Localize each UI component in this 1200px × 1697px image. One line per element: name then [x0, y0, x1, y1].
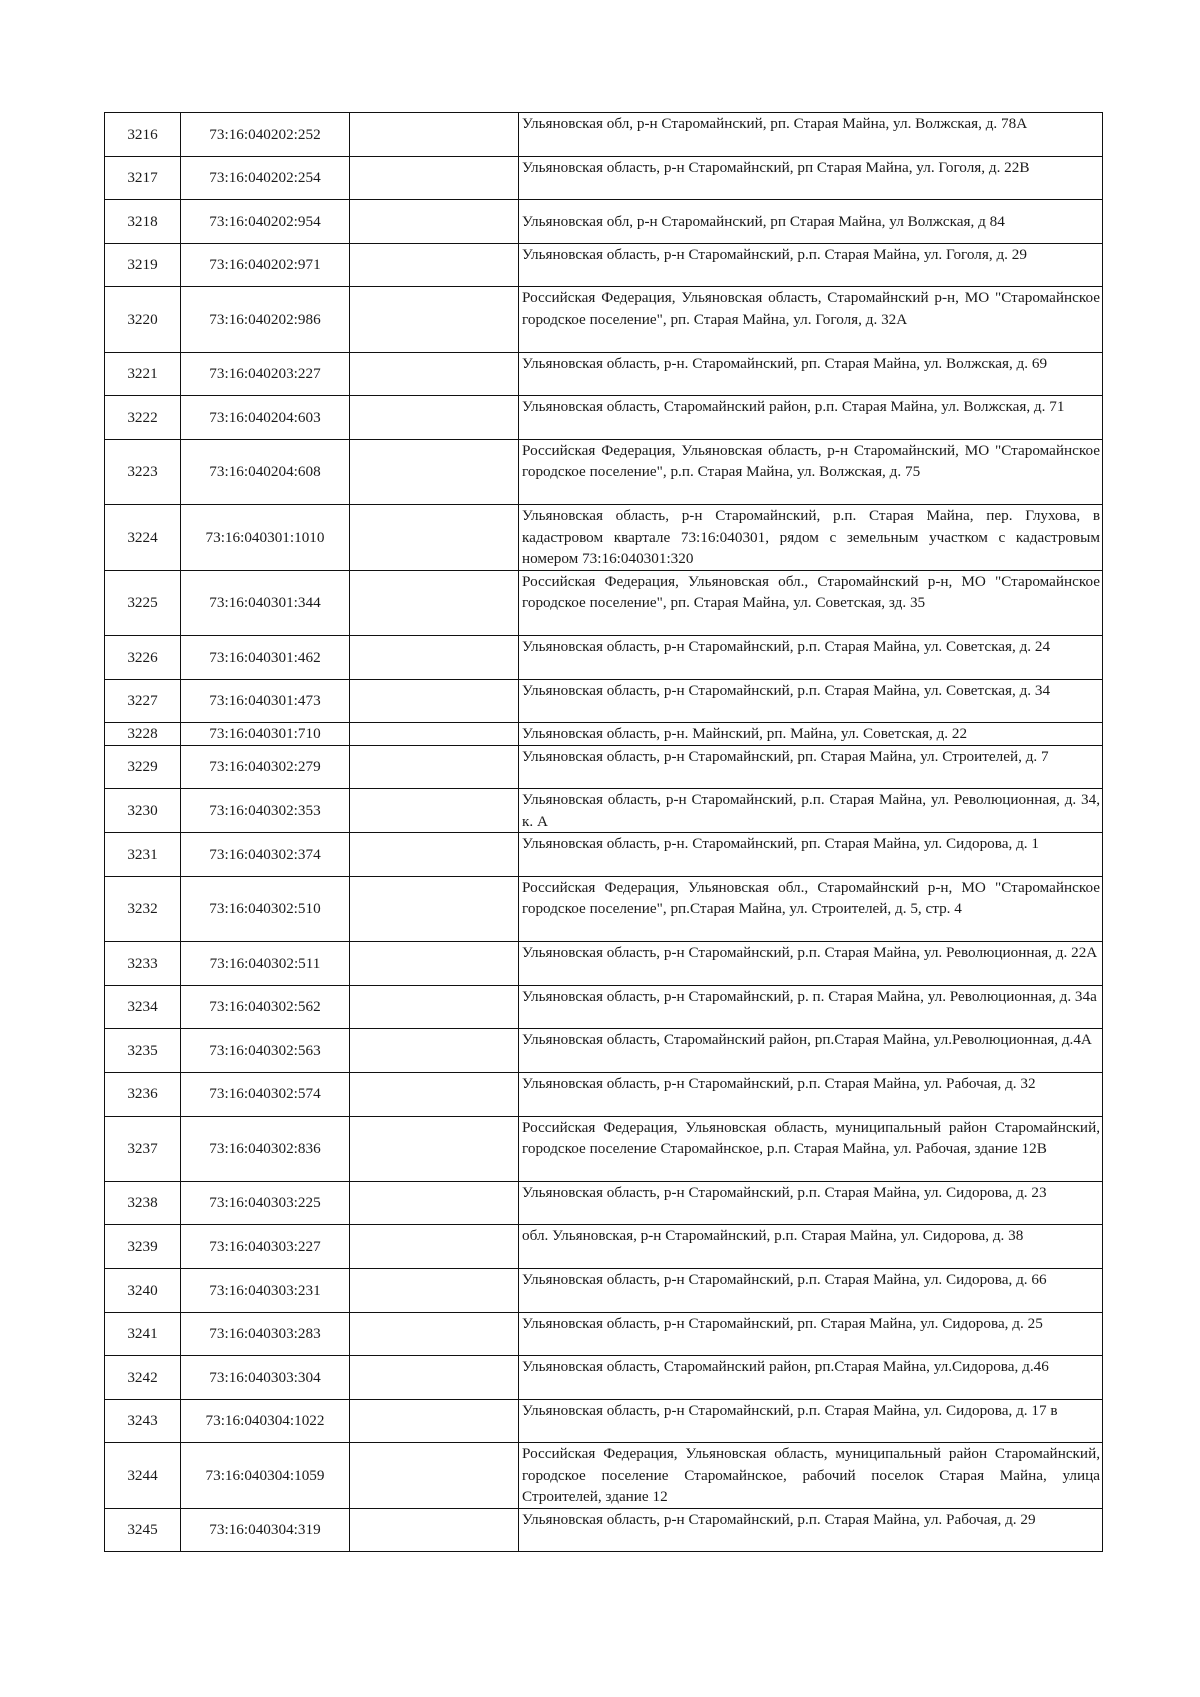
row-number: 3216: [105, 113, 181, 157]
address-text: Ульяновская область, р-н Старомайнский, р.п. Старая Майна, ул. Гоголя, д. 29: [522, 245, 1027, 263]
address-text: Ульяновская область, р-н. Майнский, рп. Майна, ул. Советская, д. 22: [522, 725, 968, 743]
cadastral-number: 73:16:040301:344: [181, 570, 350, 635]
address-cell: [519, 985, 1103, 1029]
address-cell: [519, 942, 1103, 986]
row-number: 3245: [105, 1508, 181, 1552]
address-cell: [519, 833, 1103, 877]
address-text: Ульяновская область, р-н Старомайнский, р.п. Старая Майна, ул. Революционная, д. 34, к. А: [522, 791, 1100, 830]
cadastral-number: 73:16:040303:283: [181, 1312, 350, 1356]
address-text: Ульяновская область, р-н Старомайнский, р. п. Старая Майна, ул. Революционная, д. 34а: [522, 987, 1097, 1005]
empty-cell: [350, 745, 519, 789]
cadastral-number: 73:16:040304:1059: [181, 1443, 350, 1509]
row-number: 3238: [105, 1181, 181, 1225]
row-number: 3234: [105, 985, 181, 1029]
cadastral-number: 73:16:040204:608: [181, 439, 350, 504]
address-text: Российская Федерация, Ульяновская область, р-н Старомайнский, МО "Старомайнское городское поселение", р.п. Старая Майна, ул. Волжская, д. 75: [522, 441, 1100, 481]
row-number: 3224: [105, 505, 181, 571]
register-table-body: [105, 113, 1103, 1552]
empty-cell: [350, 1356, 519, 1400]
address-text: Российская Федерация, Ульяновская область, Старомайнский р-н, МО "Старомайнское городское поселение", рп. Старая Майна, ул. Гоголя, д. 32А: [522, 289, 1100, 328]
empty-cell: [350, 113, 519, 157]
empty-cell: [350, 942, 519, 986]
address-text: Ульяновская область, р-н Старомайнский, р.п. Старая Майна, ул. Рабочая, д. 32: [522, 1074, 1036, 1092]
row-number: 3223: [105, 439, 181, 504]
cadastral-number: 73:16:040301:473: [181, 679, 350, 723]
cadastral-number: 73:16:040202:252: [181, 113, 350, 157]
address-cell: [519, 723, 1103, 746]
table-row: [105, 113, 1103, 157]
cadastral-number: 73:16:040203:227: [181, 352, 350, 396]
address-text: Российская Федерация, Ульяновская обл., Старомайнский р-н, МО "Старомайнское городское поселение", рп.Старая Майна, ул. Строителей, д. 5, стр. 4: [522, 878, 1100, 918]
address-text: Ульяновская область, Старомайнский район, рп.Старая Майна, ул.Революционная, д.4А: [522, 1031, 1092, 1049]
cadastral-number: 73:16:040301:1010: [181, 505, 350, 571]
row-number: 3231: [105, 833, 181, 877]
address-cell: [519, 1116, 1103, 1181]
cadastral-number: 73:16:040304:1022: [181, 1399, 350, 1443]
address-cell: [519, 570, 1103, 635]
table-row: [105, 942, 1103, 986]
empty-cell: [350, 200, 519, 244]
address-cell: [519, 1399, 1103, 1443]
address-cell: [519, 505, 1103, 571]
cadastral-number: 73:16:040302:353: [181, 789, 350, 833]
row-number: 3227: [105, 679, 181, 723]
address-text: Ульяновская область, р-н Старомайнский, рп Старая Майна, ул. Гоголя, д. 22В: [522, 158, 1030, 176]
cadastral-number: 73:16:040302:510: [181, 876, 350, 941]
empty-cell: [350, 570, 519, 635]
cadastral-number: 73:16:040301:462: [181, 635, 350, 679]
address-text: Ульяновская область, Старомайнский район, р.п. Старая Майна, ул. Волжская, д. 71: [522, 398, 1065, 416]
row-number: 3229: [105, 745, 181, 789]
row-number: 3241: [105, 1312, 181, 1356]
address-cell: [519, 1029, 1103, 1073]
address-cell: [519, 635, 1103, 679]
row-number: 3237: [105, 1116, 181, 1181]
table-row: [105, 1225, 1103, 1269]
address-text: Ульяновская область, Старомайнский район, рп.Старая Майна, ул.Сидорова, д.46: [522, 1358, 1049, 1376]
cadastral-number: 73:16:040302:574: [181, 1072, 350, 1116]
table-row: [105, 352, 1103, 396]
cadastral-number: 73:16:040303:225: [181, 1181, 350, 1225]
row-number: 3219: [105, 243, 181, 287]
empty-cell: [350, 1181, 519, 1225]
table-row: [105, 396, 1103, 440]
empty-cell: [350, 1443, 519, 1509]
address-text: Ульяновская область, р-н. Старомайнский, рп. Старая Майна, ул. Сидорова, д. 1: [522, 835, 1039, 853]
cadastral-number: 73:16:040303:231: [181, 1268, 350, 1312]
cadastral-number: 73:16:040303:227: [181, 1225, 350, 1269]
row-number: 3228: [105, 723, 181, 746]
address-text: Ульяновская обл, р-н Старомайнский, рп Старая Майна, ул Волжская, д 84: [522, 212, 1005, 230]
address-text: Российская Федерация, Ульяновская область, муниципальный район Старомайнский, городское поселение Старомайнское, рабочий поселок Старая Майна, улица Строителей, здание 12: [522, 1445, 1100, 1506]
row-number: 3221: [105, 352, 181, 396]
row-number: 3233: [105, 942, 181, 986]
cadastral-number: 73:16:040202:254: [181, 156, 350, 200]
address-cell: [519, 200, 1103, 244]
empty-cell: [350, 679, 519, 723]
table-row: [105, 287, 1103, 352]
empty-cell: [350, 1268, 519, 1312]
address-cell: [519, 1268, 1103, 1312]
row-number: 3236: [105, 1072, 181, 1116]
address-text: Ульяновская область, р-н Старомайнский, р.п. Старая Майна, ул. Советская, д. 24: [522, 637, 1051, 655]
table-row: [105, 505, 1103, 571]
address-cell: [519, 789, 1103, 833]
row-number: 3217: [105, 156, 181, 200]
address-text: Российская Федерация, Ульяновская область, муниципальный район Старомайнский, городское поселение Старомайнское, р.п. Старая Майна, ул. Рабочая, здание 12В: [522, 1118, 1100, 1157]
address-text: Ульяновская область, р-н Старомайнский, р.п. Старая Майна, пер. Глухова, в кадастровом квартале 73:16:040301, рядом с земельным участком с кадастровым номером 73:16:040301:320: [522, 507, 1100, 568]
empty-cell: [350, 1116, 519, 1181]
cadastral-number: 73:16:040302:836: [181, 1116, 350, 1181]
address-cell: [519, 1356, 1103, 1400]
empty-cell: [350, 1312, 519, 1356]
address-cell: [519, 745, 1103, 789]
table-row: [105, 1029, 1103, 1073]
cadastral-number: 73:16:040302:374: [181, 833, 350, 877]
empty-cell: [350, 1508, 519, 1552]
empty-cell: [350, 1225, 519, 1269]
empty-cell: [350, 505, 519, 571]
address-text: Ульяновская область, р-н Старомайнский, рп. Старая Майна, ул. Строителей, д. 7: [522, 747, 1049, 765]
row-number: 3230: [105, 789, 181, 833]
table-row: [105, 439, 1103, 504]
table-row: [105, 243, 1103, 287]
address-cell: [519, 352, 1103, 396]
row-number: 3225: [105, 570, 181, 635]
table-row: [105, 1399, 1103, 1443]
cadastral-number: 73:16:040301:710: [181, 723, 350, 746]
address-cell: [519, 156, 1103, 200]
table-row: [105, 156, 1103, 200]
table-row: [105, 876, 1103, 941]
address-cell: [519, 287, 1103, 352]
table-row: [105, 833, 1103, 877]
table-row: [105, 985, 1103, 1029]
address-cell: [519, 439, 1103, 504]
address-text: Ульяновская область, р-н Старомайнский, р.п. Старая Майна, ул. Советская, д. 34: [522, 681, 1051, 699]
address-text: Ульяновская область, р-н Старомайнский, р.п. Старая Майна, ул. Революционная, д. 22А: [522, 944, 1098, 962]
row-number: 3222: [105, 396, 181, 440]
address-text: Ульяновская область, р-н. Старомайнский, рп. Старая Майна, ул. Волжская, д. 69: [522, 354, 1048, 372]
cadastral-number: 73:16:040204:603: [181, 396, 350, 440]
address-cell: [519, 113, 1103, 157]
table-row: [105, 1356, 1103, 1400]
empty-cell: [350, 396, 519, 440]
empty-cell: [350, 876, 519, 941]
table-row: [105, 1268, 1103, 1312]
table-row: [105, 635, 1103, 679]
cadastral-number: 73:16:040202:971: [181, 243, 350, 287]
empty-cell: [350, 833, 519, 877]
row-number: 3235: [105, 1029, 181, 1073]
cadastral-number: 73:16:040302:562: [181, 985, 350, 1029]
address-text: Ульяновская обл, р-н Старомайнский, рп. Старая Майна, ул. Волжская, д. 78А: [522, 115, 1028, 132]
cadastral-number: 73:16:040304:319: [181, 1508, 350, 1552]
address-text: Ульяновская область, р-н Старомайнский, р.п. Старая Майна, ул. Сидорова, д. 66: [522, 1270, 1047, 1288]
address-cell: [519, 1312, 1103, 1356]
table-row: [105, 723, 1103, 746]
row-number: 3218: [105, 200, 181, 244]
address-cell: [519, 1225, 1103, 1269]
address-text: обл. Ульяновская, р-н Старомайнский, р.п. Старая Майна, ул. Сидорова, д. 38: [522, 1227, 1024, 1245]
cadastral-number: 73:16:040302:563: [181, 1029, 350, 1073]
address-cell: [519, 679, 1103, 723]
address-text: Ульяновская область, р-н Старомайнский, рп. Старая Майна, ул. Сидорова, д. 25: [522, 1314, 1043, 1332]
empty-cell: [350, 352, 519, 396]
table-row: [105, 745, 1103, 789]
empty-cell: [350, 1029, 519, 1073]
empty-cell: [350, 985, 519, 1029]
empty-cell: [350, 156, 519, 200]
address-cell: [519, 1181, 1103, 1225]
empty-cell: [350, 789, 519, 833]
row-number: 3243: [105, 1399, 181, 1443]
register-table: [104, 112, 1103, 1552]
table-row: [105, 679, 1103, 723]
address-text: Ульяновская область, р-н Старомайнский, р.п. Старая Майна, ул. Сидорова, д. 23: [522, 1183, 1047, 1201]
address-text: Ульяновская область, р-н Старомайнский, р.п. Старая Майна, ул. Рабочая, д. 29: [522, 1510, 1036, 1528]
cadastral-number: 73:16:040202:986: [181, 287, 350, 352]
row-number: 3239: [105, 1225, 181, 1269]
table-row: [105, 1181, 1103, 1225]
empty-cell: [350, 635, 519, 679]
cadastral-number: 73:16:040302:279: [181, 745, 350, 789]
row-number: 3226: [105, 635, 181, 679]
row-number: 3244: [105, 1443, 181, 1509]
empty-cell: [350, 1072, 519, 1116]
table-row: [105, 1443, 1103, 1509]
table-row: [105, 1508, 1103, 1552]
table-row: [105, 570, 1103, 635]
address-text: Ульяновская область, р-н Старомайнский, р.п. Старая Майна, ул. Сидорова, д. 17 в: [522, 1401, 1058, 1419]
row-number: 3242: [105, 1356, 181, 1400]
address-cell: [519, 1508, 1103, 1552]
table-row: [105, 200, 1103, 244]
table-row: [105, 1312, 1103, 1356]
cadastral-number: 73:16:040303:304: [181, 1356, 350, 1400]
table-row: [105, 789, 1103, 833]
empty-cell: [350, 439, 519, 504]
cadastral-number: 73:16:040302:511: [181, 942, 350, 986]
address-cell: [519, 1443, 1103, 1509]
address-cell: [519, 243, 1103, 287]
row-number: 3220: [105, 287, 181, 352]
empty-cell: [350, 287, 519, 352]
row-number: 3232: [105, 876, 181, 941]
cadastral-number: 73:16:040202:954: [181, 200, 350, 244]
table-row: [105, 1116, 1103, 1181]
address-cell: [519, 396, 1103, 440]
empty-cell: [350, 723, 519, 746]
address-cell: [519, 876, 1103, 941]
row-number: 3240: [105, 1268, 181, 1312]
empty-cell: [350, 243, 519, 287]
address-cell: [519, 1072, 1103, 1116]
address-text: Российская Федерация, Ульяновская обл., Старомайнский р-н, МО "Старомайнское городское поселение", рп. Старая Майна, ул. Советская, зд. 35: [522, 572, 1100, 612]
table-row: [105, 1072, 1103, 1116]
empty-cell: [350, 1399, 519, 1443]
